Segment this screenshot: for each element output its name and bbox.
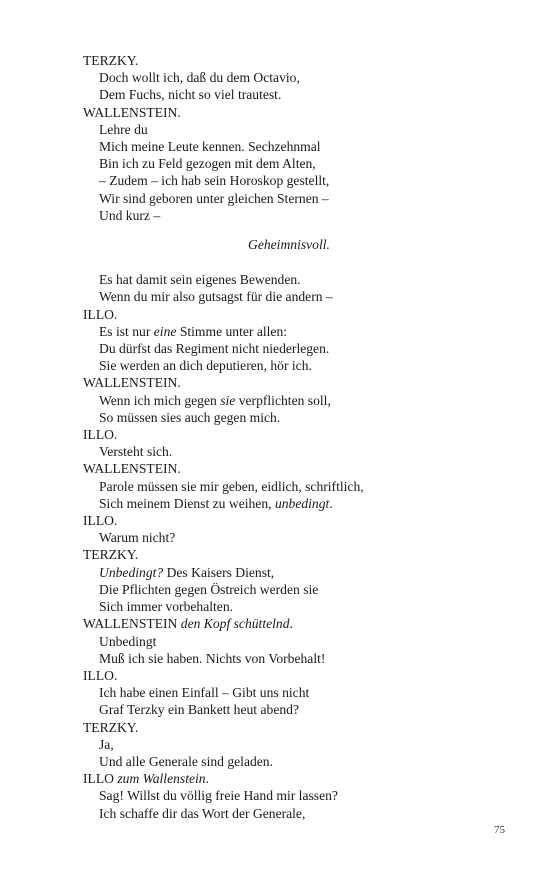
text-segment: Graf Terzky ein Bankett heut abend? [99,702,299,718]
verse-line [83,650,523,667]
text-segment: TERZKY. [83,53,139,68]
text-segment: Ich schaffe dir das Wort der Generale, [99,805,306,821]
text-segment: TERZKY. [83,719,139,735]
text-segment: Und alle Generale sind geladen. [99,753,274,769]
text-segment: . [205,771,209,787]
text-segment: WALLENSTEIN. [83,461,181,477]
verse-line [83,172,523,189]
text-segment: Ich habe einen Einfall – Gibt uns nicht [99,685,310,701]
verse-line [83,701,523,718]
text-segment: Unbedingt [99,633,157,649]
speaker-name [83,770,523,787]
verse-line [83,155,523,172]
text-segment: Und kurz – [99,207,161,223]
text-segment: Es ist nur [99,323,154,339]
text-segment: Du dürfst das Regiment nicht niederlegen. [99,341,330,357]
text-segment: ILLO. [83,667,118,683]
text-segment: . [329,495,333,511]
text-segment: . [289,616,293,632]
verse-line [83,736,523,753]
verse-line [83,323,523,340]
text-segment: So müssen sies auch gegen mich. [99,409,281,425]
verse-line [83,564,523,581]
text-segment: Sich immer vorbehalten. [99,599,234,615]
speaker-name [83,667,523,684]
verse-line [83,207,523,224]
text-segment: – Zudem – ich hab sein Horoskop gestellt, [99,173,330,189]
text-segment: WALLENSTEIN. [83,104,181,120]
verse-line [83,86,523,103]
italic-text: den Kopf schüttelnd [180,616,290,632]
text-segment: TERZKY. [83,547,139,563]
text-segment: WALLENSTEIN. [83,375,181,391]
text-segment: Muß ich sie haben. Nichts von Vorbehalt! [99,650,326,666]
speaker-name [83,306,523,323]
verse-line [83,443,523,460]
verse-line [83,495,523,512]
verse-line [83,357,523,374]
verse-line [83,684,523,701]
text-segment: Mich meine Leute kennen. Sechzehnmal [99,139,321,155]
verse-line [83,340,523,357]
text-segment: Stimme unter allen: [176,323,288,339]
verse-line [83,805,523,822]
text-segment: ILLO. [83,513,118,529]
text-segment: Versteht sich. [99,444,173,460]
speaker-name [83,52,523,69]
verse-line [83,409,523,426]
verse-line [83,633,523,650]
verse-line [83,69,523,86]
italic-text: unbedingt [274,495,330,511]
text-segment: Bin ich zu Feld gezogen mit dem Alten, [99,156,316,172]
verse-line [83,529,523,546]
text-segment: Sich meinem Dienst zu weihen, [99,495,275,511]
speaker-name [83,104,523,121]
text-segment: Ja, [99,736,114,752]
italic-text: eine [153,323,177,339]
speaker-name [83,719,523,736]
speaker-name [83,460,523,477]
italic-text: Geheimnisvoll. [248,237,330,253]
verse-line [83,478,523,495]
page-number: 75 [494,824,505,836]
text-segment: Parole müssen sie mir geben, eidlich, schriftlich, [99,478,364,494]
text-segment: Wir sind geboren unter gleichen Sternen – [99,190,329,206]
text-segment: Sie werden an dich deputieren, hör ich. [99,358,312,374]
verse-line [83,271,523,288]
text-segment: Wenn ich mich gegen [99,392,221,408]
italic-text: sie [220,392,236,408]
verse-line [83,598,523,615]
text-segment: Es hat damit sein eigenes Bewenden. [99,272,301,288]
speaker-name [83,374,523,391]
speaker-name [83,615,523,632]
speaker-name [83,546,523,563]
italic-text: zum Wallenstein [117,771,206,787]
verse-line [83,121,523,138]
text-segment: Die Pflichten gegen Östreich werden sie [99,581,319,597]
text-segment: WALLENSTEIN [83,616,181,632]
verse-line [83,753,523,770]
text-segment: Sag! Willst du völlig freie Hand mir lassen? [99,788,338,804]
verse-line [83,787,523,804]
text-segment: ILLO [83,771,118,787]
speaker-name [83,426,523,443]
italic-text: Unbedingt? [99,564,164,580]
text-segment: Lehre du [99,121,148,137]
text-segment: Des Kaisers Dienst, [163,564,275,580]
text-segment: ILLO. [83,427,118,443]
verse-line [83,392,523,409]
text-segment: Wenn du mir also gutsagst für die andern – [99,289,333,305]
verse-line [83,288,523,305]
text-segment: Dem Fuchs, nicht so viel trautest. [99,87,282,103]
verse-line [83,138,523,155]
text-segment: ILLO. [83,306,118,322]
play-text [83,52,523,822]
verse-line [83,190,523,207]
text-segment: Doch wollt ich, daß du dem Octavio, [99,70,300,86]
text-segment: Warum nicht? [99,530,176,546]
stage-direction [83,236,523,253]
text-segment: verpflichten soll, [235,392,331,408]
verse-line [83,581,523,598]
speaker-name [83,512,523,529]
